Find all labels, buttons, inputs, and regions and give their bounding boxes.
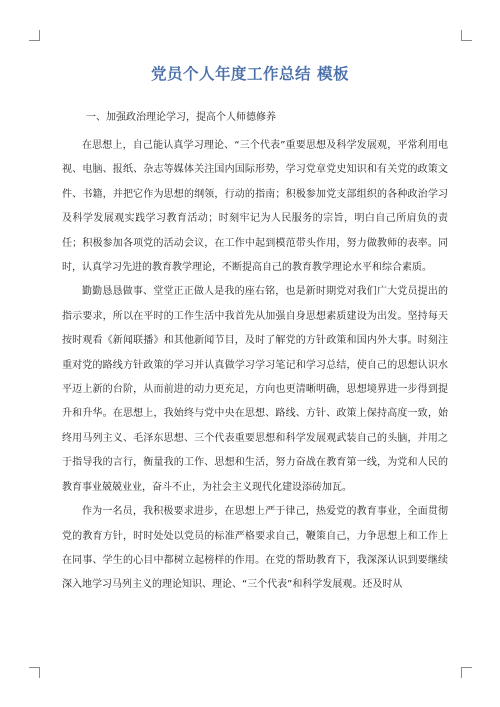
crop-mark-top-right [461, 30, 472, 41]
paragraph-3: 作为一名员，我积极要求进步，在思想上严于律己，热爱党的教育事业，全面贯彻党的教育方针，时时处处以党员的标准严格要求自己，鞭策自己，力争思想上和工作上在同事、学生的心目中都树立起榜样的作用。在党的帮助教育下，我深深认识到要继续深入地学习马列主义的理论知识、理论、“三个代表”和科学发展观。还及时从 [62, 506, 448, 591]
crop-mark-bottom-left [29, 667, 40, 678]
crop-mark-bottom-right [461, 667, 472, 678]
crop-mark-top-left [29, 30, 40, 41]
paragraph-1: 在思想上，自己能认真学习理论、“三个代表”重要思想及科学发展观，平常利用电视、电脑、报纸、杂志等媒体关注国内国际形势，学习党章党史知识和有关党的政策文件、书籍，并把它作为思想的纲领，行动的指南；积极参加党支部组织的各种政治学习及科学发展观实践学习教育活动；时刻牢记为人民服务的宗旨，明白自己所肩负的责任；积极参加各项党的活动会议，在工作中起到模范带头作用，努力做教师的表率。同时，认真学习先进的教育教学理论，不断提高自己的教育教学理论水平和综合素质。 [62, 140, 448, 274]
document-title: 党员个人年度工作总结 模板 [151, 65, 349, 83]
paragraph-2: 勤勤恳恳做事、堂堂正正做人是我的座右铭，也是新时期党对我们广大党员提出的指示要求，所以在平时的工作生活中我首先从加强自身思想素质建设为出发。坚持每天按时观看《新闻联播》和其他新闻节目，及时了解党的方针政策和国内外大事。时刻注重对党的路线方针政策的学习并认真做学习学习笔记和学习总结，使自己的思想认识水平迈上新的台阶，从而前进的动力更充足，方向也更清晰明确，思想境界进一步得到提升和升华。在思想上，我始终与党中央在思想、路线、方针、政策上保持高度一致，始终用马列主义、毛泽东思想、三个代表重要思想和科学发展观武装自己的头脑，并用之于指导我的言行，衡量我的工作、思想和生活，努力奋战在教育第一线，为党和人民的教育事业兢兢业业，奋斗不止，为社会主义现代化建设添砖加瓦。 [62, 286, 448, 493]
section-heading: 一、加强政治理论学习，提高个人师德修养 [86, 112, 276, 123]
document-body [62, 134, 448, 598]
